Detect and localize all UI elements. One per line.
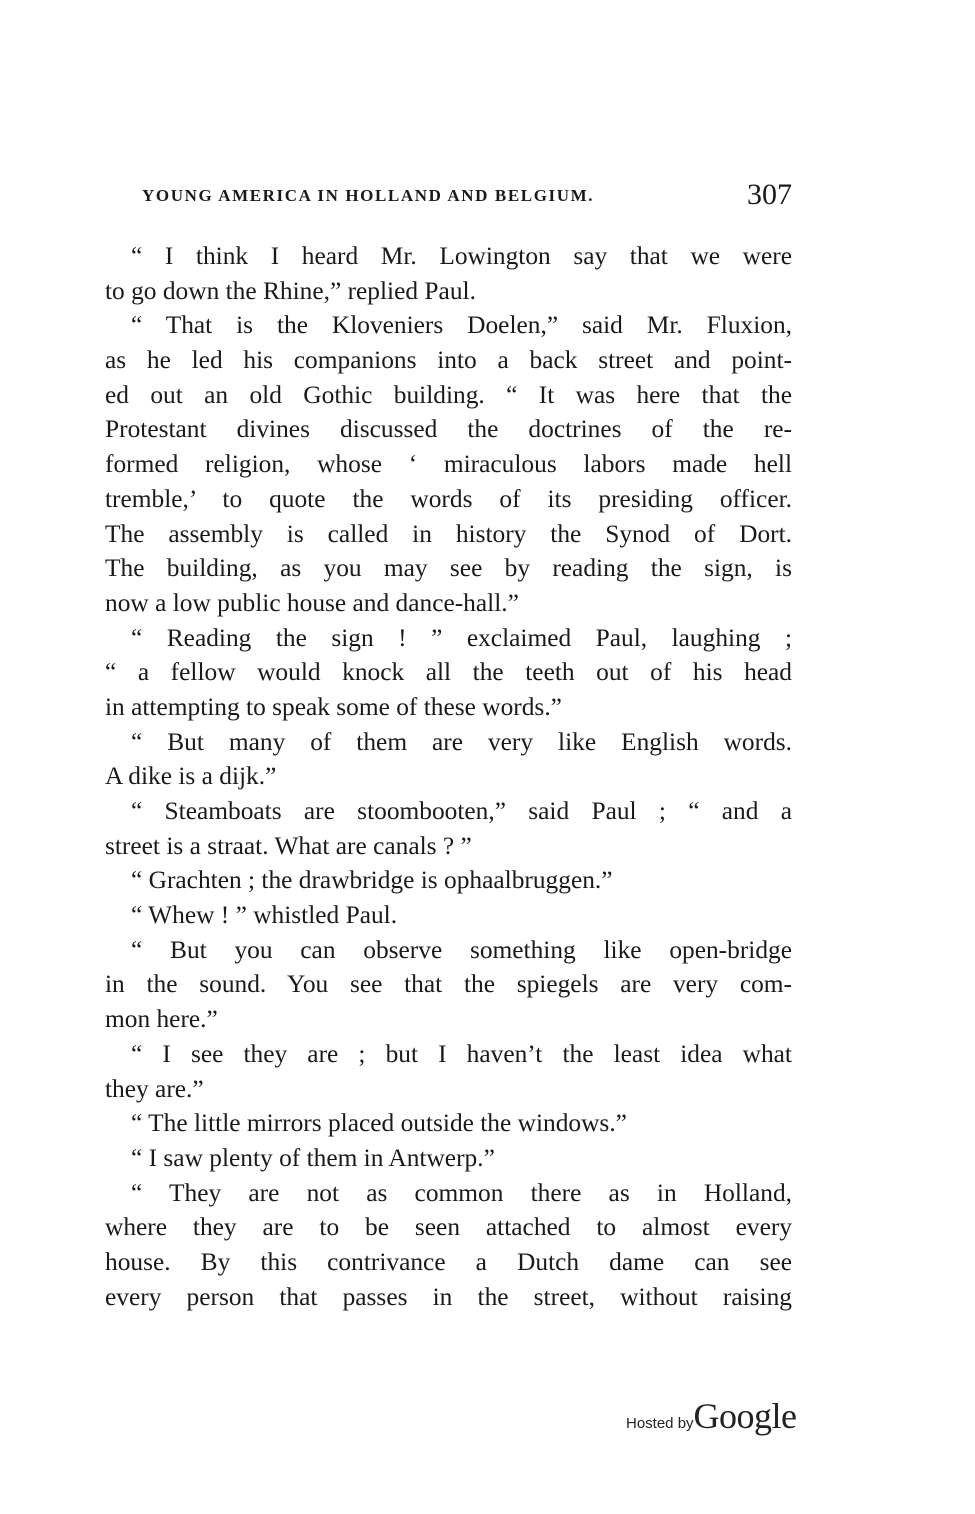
- text-line: The building, as you may see by reading the sign, is: [105, 554, 792, 583]
- text-line: A dike is a dijk.”: [105, 762, 277, 791]
- page-number: 307: [747, 178, 792, 211]
- text-line: ed out an old Gothic building. “ It was here that the: [105, 380, 792, 409]
- google-logo: Google: [693, 1396, 797, 1436]
- body-text: [105, 239, 792, 1314]
- text-line: tremble,’ to quote the words of its presiding officer.: [105, 484, 792, 513]
- text-line: “ I see they are ; but I haven’t the least idea what: [131, 1039, 792, 1068]
- text-line: “ But many of them are very like English words.: [131, 727, 792, 756]
- text-line: Protestant divines discussed the doctrines of the re-: [105, 415, 792, 444]
- text-line: “ Whew ! ” whistled Paul.: [131, 901, 398, 930]
- text-line: now a low public house and dance-hall.”: [105, 588, 519, 617]
- text-line: where they are to be seen attached to almost every: [105, 1213, 792, 1242]
- text-line: “ I saw plenty of them in Antwerp.”: [131, 1143, 495, 1172]
- text-line: every person that passes in the street, without raising: [105, 1282, 792, 1311]
- text-line: “ I think I heard Mr. Lowington say that we were: [131, 242, 792, 270]
- text-line: “ The little mirrors placed outside the windows.”: [131, 1109, 627, 1138]
- text-line: “ a fellow would knock all the teeth out of his head: [105, 658, 792, 687]
- text-line: they are.”: [105, 1074, 204, 1103]
- text-line: in the sound. You see that the spiegels are very com-: [105, 970, 792, 999]
- text-line: “ Steamboats are stoombooten,” said Paul ; “ and a: [131, 797, 792, 825]
- text-line: “ Grachten ; the drawbridge is ophaalbruggen.”: [131, 866, 613, 895]
- text-line: house. By this contrivance a Dutch dame can see: [105, 1247, 792, 1276]
- text-line: “ They are not as common there as in Holland,: [131, 1178, 792, 1207]
- text-line: street is a straat. What are canals ? ”: [105, 831, 472, 860]
- running-title: YOUNG AMERICA IN HOLLAND AND BELGIUM.: [142, 186, 595, 205]
- text-line: mon here.”: [105, 1005, 218, 1034]
- text-line: “ Reading the sign ! ” exclaimed Paul, laughing ;: [131, 623, 792, 652]
- text-line: as he led his companions into a back street and point-: [105, 346, 792, 375]
- text-line: formed religion, whose ‘ miraculous labors made hell: [105, 450, 792, 479]
- hosted-by-label: Hosted by: [626, 1415, 694, 1432]
- text-line: in attempting to speak some of these words.”: [105, 692, 562, 721]
- running-header: [142, 178, 802, 218]
- text-line: “ That is the Kloveniers Doelen,” said Mr. Fluxion,: [131, 311, 792, 340]
- text-line: “ But you can observe something like open-bridge: [131, 935, 792, 964]
- text-line: The assembly is called in history the Synod of Dort.: [105, 519, 792, 548]
- hosted-by-watermark: [626, 1395, 797, 1437]
- text-line: to go down the Rhine,” replied Paul.: [105, 276, 476, 305]
